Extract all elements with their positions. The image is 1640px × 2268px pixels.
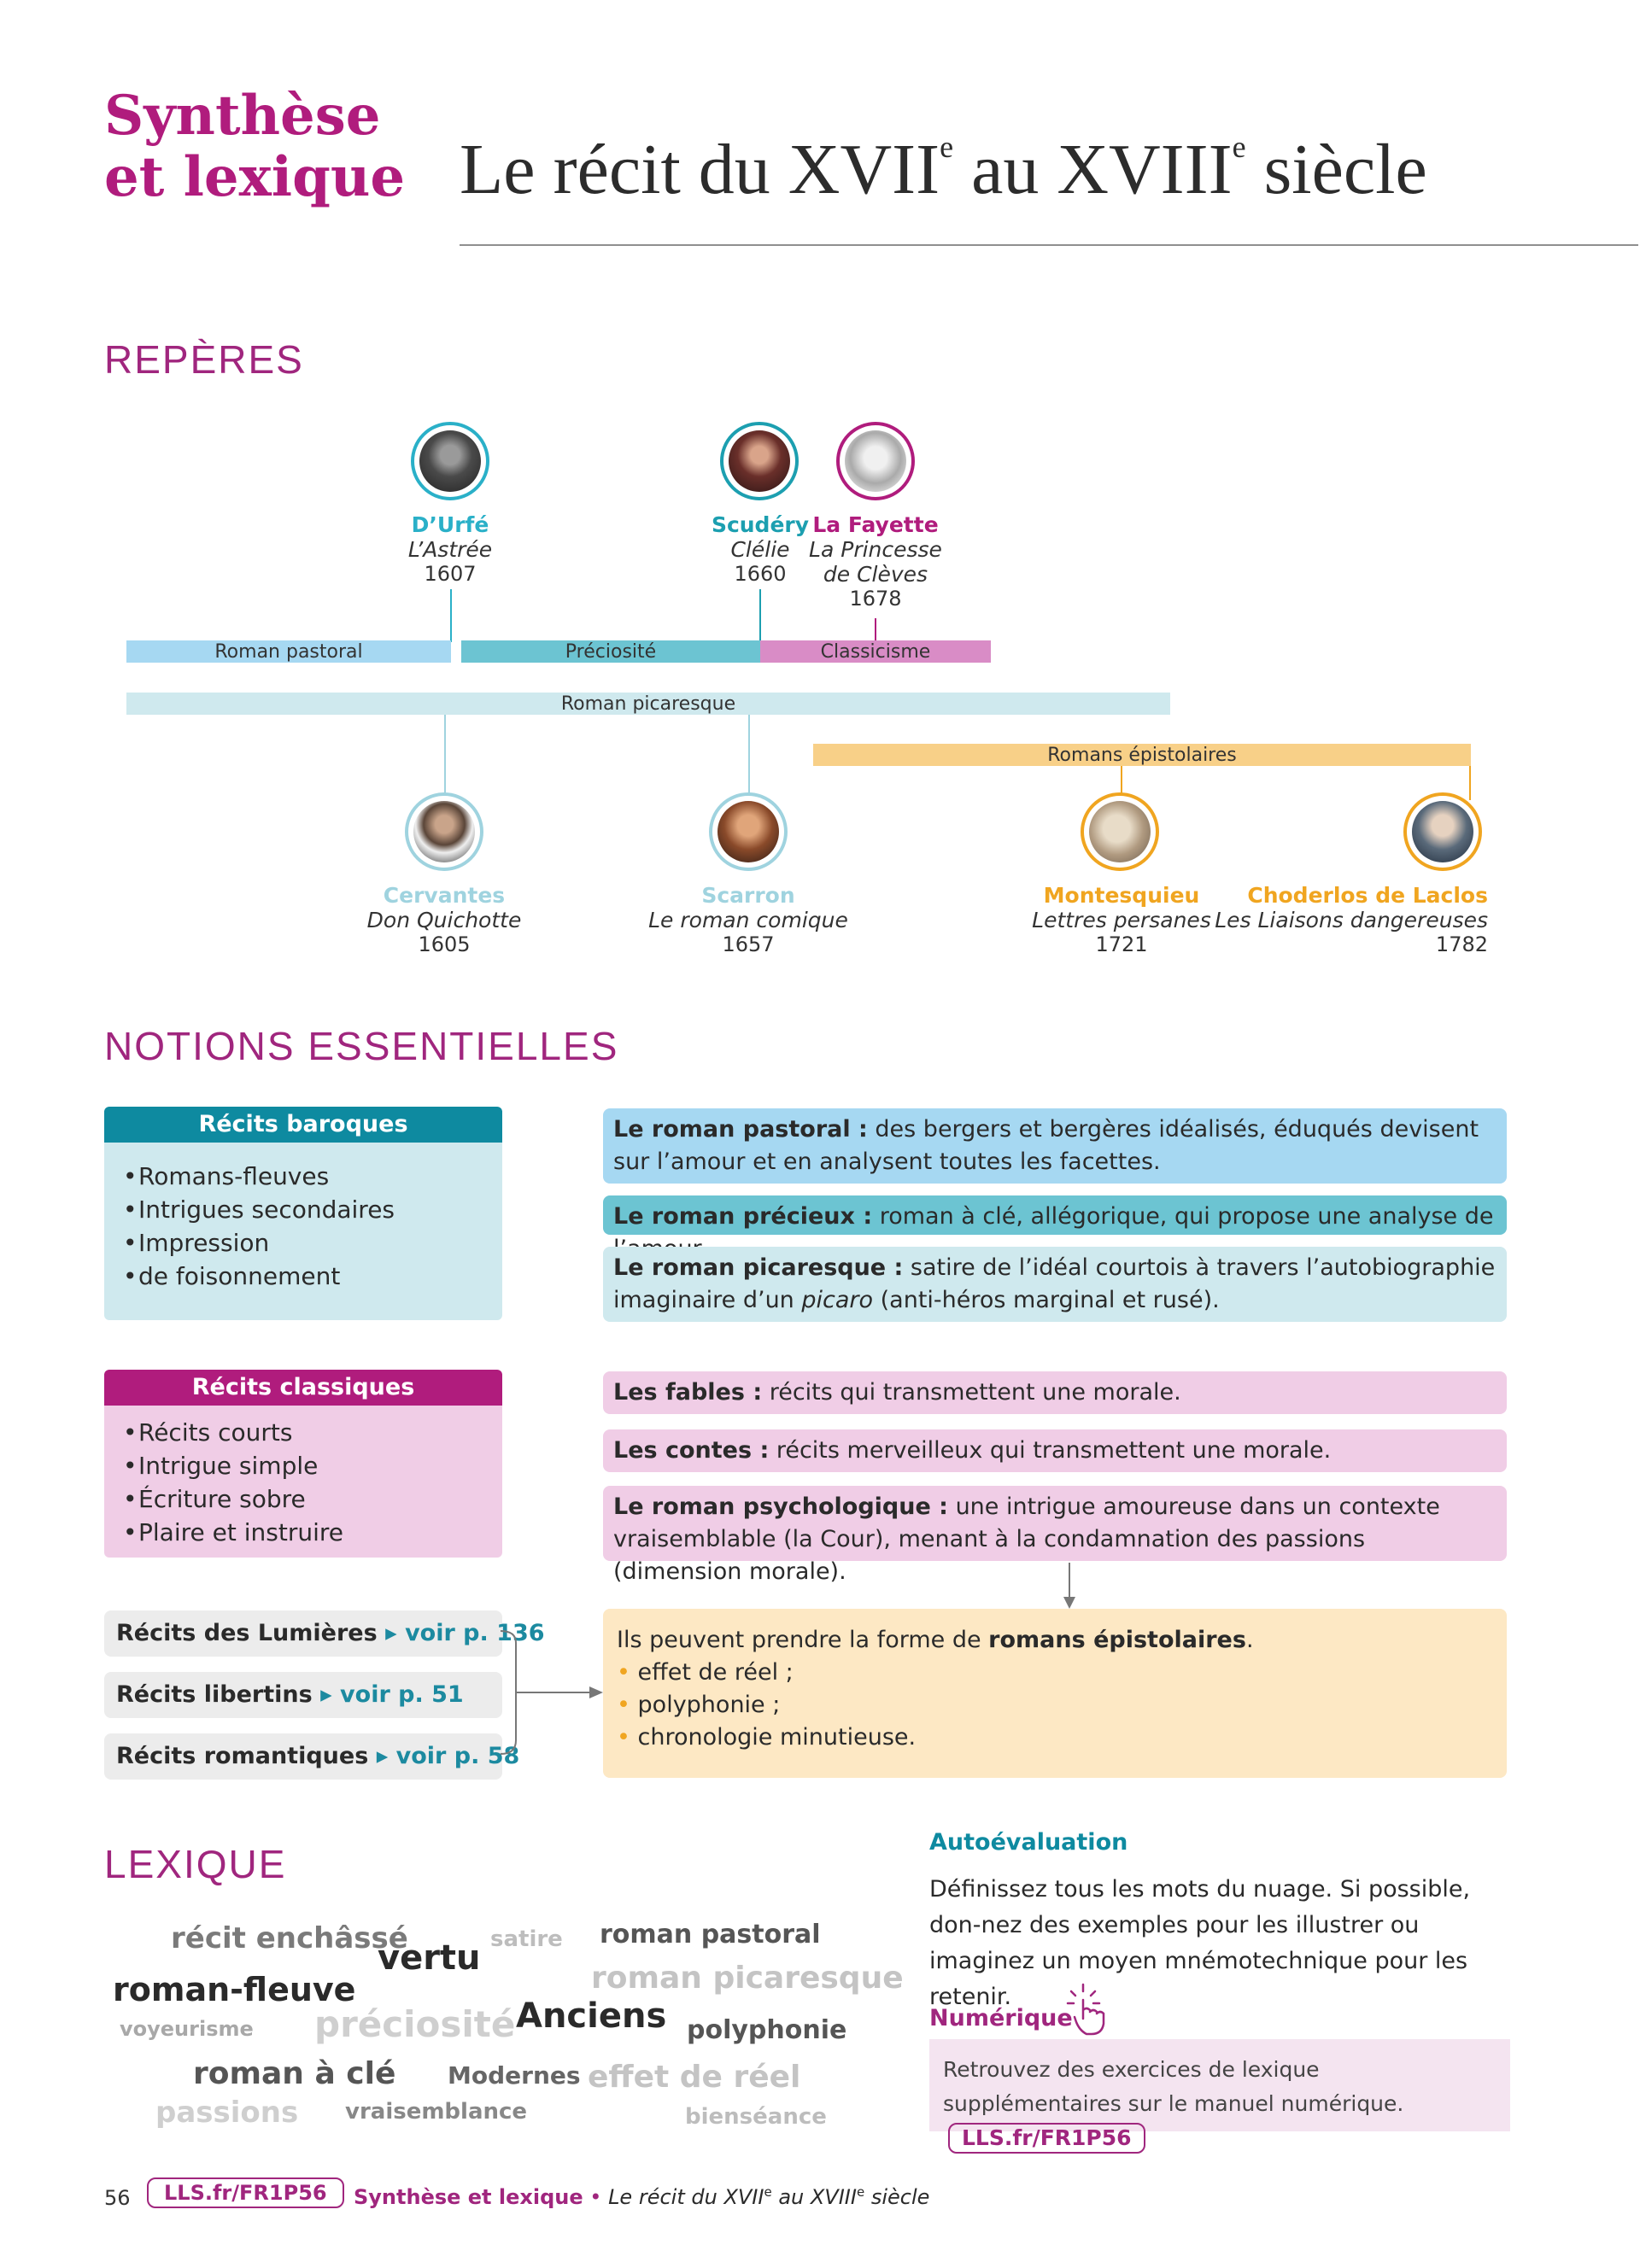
item-text: effet de réel ; [637, 1659, 794, 1686]
list-item: • Écriture sobre [123, 1482, 483, 1516]
author-name: Choderlos de Laclos [1247, 883, 1488, 908]
bar-preciosite: Préciosité [461, 640, 760, 663]
def-text: une intrigue amoureuse dans un contexte vraisemblable (la Cour), menant à la condamnation des passions (dimension morale). [613, 1493, 1440, 1585]
def-text: récits merveilleux qui transmettent une morale. [769, 1437, 1332, 1464]
lexique-heading: LEXIQUE [104, 1842, 287, 1886]
def-term: Les fables : [613, 1379, 763, 1406]
cloud-word: récit enchâssé [171, 1921, 408, 1955]
page-title [460, 128, 1427, 211]
word-cloud [102, 1904, 904, 2152]
recit-label: Récits des Lumières [116, 1620, 378, 1646]
author-scarron [637, 883, 859, 956]
title-sup: e [940, 130, 954, 164]
def-roman-precieux [603, 1195, 1507, 1235]
list-item-continuation: • de foisonnement [123, 1260, 483, 1293]
box-body [104, 1406, 502, 1558]
author-lafayette [803, 512, 948, 611]
author-year: 1721 [1095, 932, 1148, 956]
author-year: 1660 [734, 562, 787, 586]
connector-montesquieu [1121, 766, 1122, 793]
footer-title-part: Le récit du XVII [608, 2185, 764, 2209]
portrait-scudery [720, 422, 799, 500]
author-laclos [1213, 883, 1488, 956]
play-icon: ▸ [385, 1620, 397, 1646]
list-item: • Plaire et instruire [123, 1516, 483, 1549]
cloud-word: Anciens [516, 1996, 667, 2036]
bar-roman-picaresque: Roman picaresque [126, 693, 1170, 715]
link-recits-romantiques[interactable] [104, 1733, 520, 1780]
list-item: • Récits courts [123, 1416, 483, 1449]
cloud-word: vertu [378, 1938, 481, 1978]
intro-text: Ils peuvent prendre la forme de [617, 1627, 989, 1653]
author-montesquieu [1016, 883, 1227, 956]
author-work: Clélie [730, 537, 790, 562]
def-term: Le roman picaresque : [613, 1254, 904, 1281]
author-work: Don Quichotte [366, 908, 522, 932]
connector-scarron [748, 715, 750, 793]
def-roman-picaresque [603, 1247, 1507, 1322]
box-epistolaire [603, 1609, 1507, 1778]
portrait-montesquieu [1081, 792, 1159, 871]
author-year: 1605 [418, 932, 471, 956]
cloud-word: effet de réel [588, 2060, 801, 2095]
list-item: • Impression [123, 1226, 483, 1260]
bar-classicisme: Classicisme [760, 640, 991, 663]
author-work: Le roman comique [648, 908, 848, 932]
reperes-heading: REPÈRES [104, 337, 304, 382]
footer-title-part: siècle [864, 2185, 930, 2209]
epistolaire-intro [617, 1624, 1493, 1657]
numerique-title: Numérique [929, 2005, 1073, 2031]
page-link[interactable]: voir p. 51 [340, 1681, 464, 1708]
author-name: Scarron [701, 883, 795, 908]
author-work: La Princesse [809, 537, 942, 562]
recit-label: Récits romantiques [116, 1743, 369, 1769]
cloud-word: préciosité [314, 2003, 516, 2045]
page-link[interactable]: voir p. 136 [405, 1620, 545, 1646]
author-year: 1657 [722, 932, 775, 956]
footer-sup: e [764, 2184, 772, 2200]
author-name: Cervantes [383, 883, 506, 908]
cloud-word: roman pastoral [600, 1920, 821, 1949]
numerique-link[interactable]: LLS.fr/FR1P56 [948, 2123, 1145, 2154]
cloud-word: roman picaresque [591, 1961, 904, 1996]
list-item: • effet de réel ; [617, 1659, 794, 1686]
link-recits-lumieres[interactable] [104, 1610, 545, 1657]
footer-title [354, 2184, 929, 2209]
play-icon: ▸ [320, 1681, 332, 1708]
title-part: siècle [1245, 130, 1427, 209]
cloud-word: roman à clé [193, 2056, 396, 2091]
list-item: • Intrigue simple [123, 1449, 483, 1482]
bar-roman-pastoral: Roman pastoral [126, 640, 451, 663]
def-text: (anti-héros marginal et rusé). [873, 1287, 1220, 1313]
def-text: des bergers et bergères idéalisés, éduqués devisent sur l’amour et en analysent toutes les facettes. [613, 1116, 1479, 1175]
connector-cervantes [444, 715, 446, 793]
cloud-word: vraisemblance [345, 2099, 528, 2125]
author-name: Scudéry [711, 512, 810, 537]
section-label-line1: Synthèse [104, 84, 381, 148]
section-label-line2: et lexique [104, 145, 406, 209]
box-recits-classiques [104, 1370, 502, 1558]
cloud-word: polyphonie [687, 2015, 847, 2045]
portrait-laclos [1403, 792, 1482, 871]
def-text: récits qui transmettent une morale. [762, 1379, 1181, 1406]
def-fables [603, 1371, 1507, 1414]
def-italic: picaro [801, 1287, 874, 1313]
author-work: de Clèves [823, 562, 928, 587]
page-number: 56 [104, 2186, 131, 2210]
author-work: Lettres persanes [1032, 908, 1211, 932]
intro-bold: romans épistolaires [988, 1627, 1246, 1653]
author-durfe [365, 512, 536, 586]
connector-laclos [1469, 766, 1471, 800]
footer-sup: e [856, 2184, 865, 2200]
box-body [104, 1143, 502, 1320]
def-term: Le roman précieux : [613, 1203, 873, 1230]
def-text: roman à clé, allégorique, qui propose une analyse de [879, 1203, 1494, 1230]
cloud-word: Modernes [448, 2061, 581, 2090]
section-label [104, 85, 405, 208]
link-recits-libertins[interactable] [104, 1672, 502, 1718]
author-cervantes [350, 883, 538, 956]
cloud-word: bienséance [685, 2104, 827, 2130]
cloud-word: roman-fleuve [113, 1971, 356, 2008]
portrait-durfe [411, 422, 489, 500]
page-link[interactable]: voir p. 58 [395, 1743, 520, 1769]
title-part: au XVIII [953, 130, 1233, 209]
recit-label: Récits libertins [116, 1681, 313, 1708]
author-name: D’Urfé [411, 512, 489, 537]
intro-end: . [1245, 1627, 1254, 1653]
def-text: satire de l’idéal courtois à travers l’autobiographie imaginaire d’un [613, 1254, 1496, 1313]
def-term: Le roman psychologique : [613, 1493, 948, 1520]
author-work: L’Astrée [407, 537, 493, 562]
connector-durfe [450, 589, 452, 642]
footer-link[interactable]: LLS.fr/FR1P56 [147, 2177, 344, 2208]
def-term: Le roman pastoral : [613, 1116, 868, 1143]
autoevaluation-title: Autoévaluation [929, 1829, 1128, 1856]
list-item: • Intrigues secondaires [123, 1193, 483, 1226]
connector-scudery [759, 589, 761, 642]
title-part: Le récit du XVII [460, 130, 940, 209]
box-recits-baroques [104, 1107, 502, 1320]
cloud-word: voyeurisme [120, 2017, 254, 2041]
footer-title-part: au XVIII [771, 2185, 857, 2209]
author-name: La Fayette [812, 512, 939, 537]
def-contes [603, 1429, 1507, 1472]
numerique-box [929, 2039, 1510, 2150]
box-title: Récits classiques [104, 1370, 502, 1406]
title-sup: e [1232, 130, 1246, 164]
cloud-word: passions [155, 2096, 299, 2130]
play-icon: ▸ [376, 1743, 389, 1769]
author-year: 1782 [1435, 932, 1488, 956]
cloud-word: satire [490, 1926, 563, 1952]
def-roman-pastoral [603, 1108, 1507, 1184]
connector-lafayette [875, 618, 876, 640]
bar-romans-epistolaires: Romans épistolaires [813, 744, 1471, 766]
box-title: Récits baroques [104, 1107, 502, 1143]
down-arrow-icon [1059, 1563, 1080, 1610]
author-year: 1678 [849, 587, 902, 611]
list-item: • Romans-fleuves [123, 1160, 483, 1193]
def-term: Les contes : [613, 1437, 770, 1464]
author-work: Les Liaisons dangereuses [1215, 908, 1488, 932]
bracket-arrow-icon [501, 1629, 606, 1757]
list-item: • chronologie minutieuse. [617, 1724, 917, 1751]
notions-heading: NOTIONS ESSENTIELLES [104, 1024, 619, 1068]
portrait-cervantes [405, 792, 483, 871]
def-roman-psychologique [603, 1486, 1507, 1585]
footer-sep: • [583, 2185, 609, 2209]
autoevaluation-text: Définissez tous les mots du nuage. Si possible, don-nez des exemples pour les illustrer ou imaginez un moyen mnémotechnique pour les retenir. [929, 1876, 1471, 2010]
item-text: polyphonie ; [637, 1692, 781, 1718]
author-year: 1607 [424, 562, 477, 586]
list-item: • polyphonie ; [617, 1692, 781, 1718]
footer-section: Synthèse et lexique [354, 2185, 583, 2209]
author-name: Montesquieu [1043, 883, 1200, 908]
item-text: chronologie minutieuse. [637, 1724, 917, 1751]
portrait-scarron [709, 792, 788, 871]
title-divider [460, 244, 1638, 246]
touch-hand-icon [1064, 1981, 1116, 2037]
numerique-text: Retrouvez des exercices de lexique supplémentaires sur le manuel numérique. [943, 2057, 1404, 2116]
portrait-lafayette [836, 422, 915, 500]
